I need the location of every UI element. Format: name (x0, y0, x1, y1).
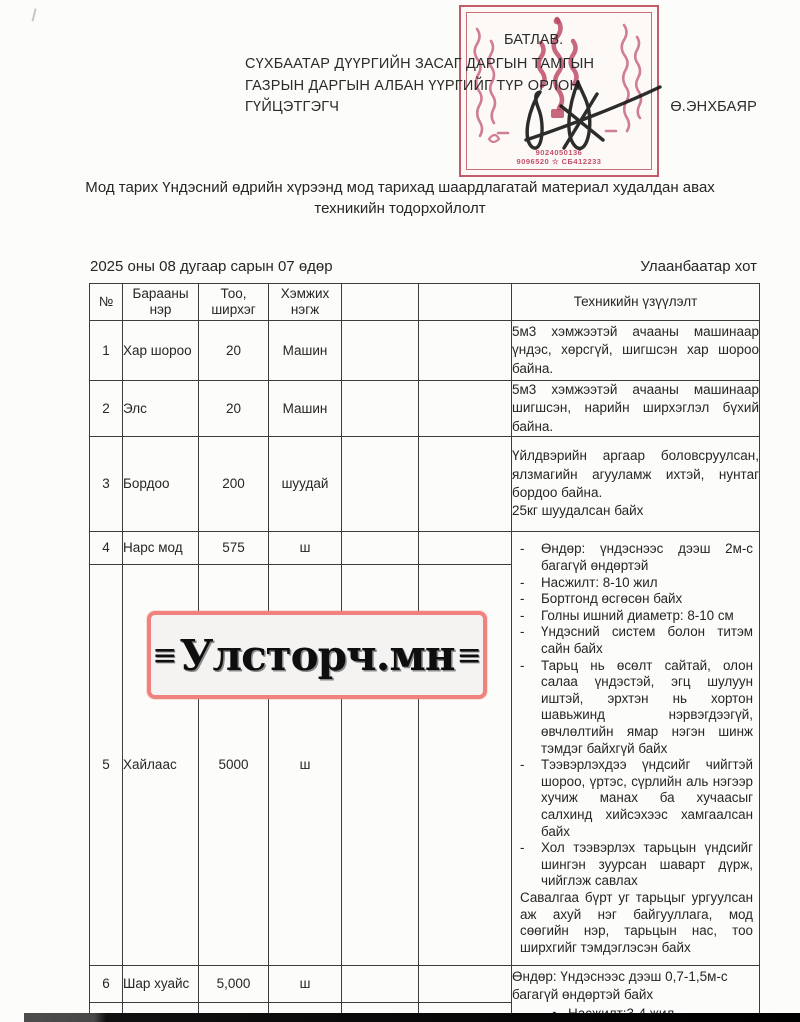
col-header-unit: Хэмжих нэгж (269, 284, 342, 321)
col-header-empty2 (419, 284, 512, 321)
watermark-wing-left-icon: ≡ (152, 637, 178, 673)
spec-bullet: - Насжилт: 8-10 жил (520, 574, 658, 590)
dash-bullet-icon: - (520, 657, 525, 673)
spec-bullet: - Үндэсний систем болон титэм сайн байх (520, 624, 753, 657)
date-row (90, 258, 757, 275)
col-header-name: Барааны нэр (123, 284, 199, 321)
dash-bullet-icon: - (520, 624, 525, 640)
row-name: Нарс мод (123, 531, 199, 564)
spec-paragraph: Үйлдвэрийн аргаар боловсруулсан, ялзмагийн агууламж ихтэй, нунтаг бордоо байна. (512, 448, 759, 500)
row-unit: шуудай (269, 436, 342, 531)
approval-line1: СҮХБААТАР ДҮҮРГИЙН ЗАСАГ ДАРГЫН ТАМГЫН (245, 56, 595, 72)
stamp-number-line1: 9024050136 (535, 148, 583, 157)
row-name: Хайлаас (123, 564, 199, 965)
row-num: 2 (90, 381, 123, 437)
row-empty-cell (419, 531, 512, 564)
row-spec (512, 436, 760, 531)
dash-bullet-icon: - (520, 607, 525, 623)
row-spec (512, 321, 760, 381)
row-empty-cell (342, 321, 419, 381)
row-empty-cell (342, 381, 419, 437)
row-qty: 5000 (199, 564, 269, 965)
row-qty: 20 (199, 321, 269, 381)
signer-name: Ө.ЭНХБАЯР (670, 99, 757, 115)
row-name: Хар шороо (123, 321, 199, 381)
col-header-spec: Техникийн үзүүлэлт (512, 284, 760, 321)
row-unit: ш (269, 564, 342, 965)
table-row (90, 965, 760, 1002)
table-row (90, 321, 760, 381)
spec-paragraph: Өндөр: Үндэснээс дээш 0,7-1,5м-с багагүй өндөртэй байх (512, 968, 728, 1003)
spec-bullet: - Бортгонд өсгөсөн байх (520, 591, 683, 607)
spec-bullet: - Голны ишний диаметр: 8-10 см (520, 607, 734, 623)
watermark-box (147, 611, 487, 699)
row-unit: Машин (269, 381, 342, 437)
table-row (90, 381, 760, 437)
row-name: Шар хуайс (123, 965, 199, 1002)
row-num: 6 (90, 965, 123, 1002)
row-spec-merged (512, 531, 760, 965)
document-date: 2025 оны 08 дугаар сарын 07 өдөр (90, 258, 333, 275)
spec-bullet: - Тарьц нь өсөлт сайтай, олон салаа үндэстэй, эгц шулуун иштэй, эрхтэн нь хортон шавьжинд нэрвэгдээгүй, өвчлөлтийн ямар нэгэн шинж тэмдэг байхгүй байх (520, 657, 753, 756)
row-empty-cell (342, 531, 419, 564)
spec-bullet: - Хол тээвэрлэх тарьцын үндсийг шингэн зуурсан шаварт дүрж, чийглэж савлах (520, 840, 753, 889)
watermark-wing-right-icon: ≡ (456, 637, 482, 673)
document-city: Улаанбаатар хот (640, 258, 757, 275)
row-num: 1 (90, 321, 123, 381)
document-title: Мод тарих Үндэсний өдрийн хүрээнд мод тарихад шаардлагатай материал худалдан авах техникийн тодорхойлолт (85, 179, 715, 217)
table-row (90, 531, 760, 564)
approval-line3: ГҮЙЦЭТГЭГЧ (245, 99, 340, 115)
row-qty: 575 (199, 531, 269, 564)
row-qty: 5,000 (199, 965, 269, 1002)
approval-line2: ГАЗРЫН ДАРГЫН АЛБАН ҮҮРГИЙГ ТҮР ОРЛОН (245, 77, 581, 94)
row-unit: ш (269, 965, 342, 1002)
signature (498, 76, 708, 168)
batlav-label: БАТЛАВ. (504, 32, 564, 48)
row-spec (512, 381, 760, 437)
row-num: 3 (90, 436, 123, 531)
row-num: 5 (90, 564, 123, 965)
col-header-qty: Тоо, ширхэг (199, 284, 269, 321)
row-qty: 200 (199, 436, 269, 531)
spec-bullet: - Өндөр: үндэснээс дээш 2м-с багагүй өндөртэй (520, 541, 753, 574)
table-row (90, 436, 760, 531)
spec-paragraph: 5м3 хэмжээтэй ачааны машинаар үндэс, хөрсгүй, шигшсэн хар шороо байна. (512, 324, 759, 376)
spec-paragraph: 5м3 хэмжээтэй ачааны машинаар шигшсэн, нарийн ширхэглэл бүхий байна. (512, 382, 759, 434)
dash-bullet-icon: - (520, 541, 525, 557)
row-num: 4 (90, 531, 123, 564)
spec-bullet: - Тээвэрлэхдээ үндсийг чийгтэй шороо, үртэс, сүрлийн аль нэгээр хучиж манах ба хучаасыг салхинд хийсэхээс хамгаалсан байх (520, 757, 753, 839)
table-header-row (90, 284, 760, 321)
scan-artifact (32, 8, 42, 22)
row-name: Бордоо (123, 436, 199, 531)
col-header-num: № (90, 284, 123, 321)
row-empty-cell (419, 436, 512, 531)
dash-bullet-icon: - (520, 591, 525, 607)
row-empty-cell (419, 381, 512, 437)
row-unit: ш (269, 531, 342, 564)
row-qty: 20 (199, 381, 269, 437)
row-empty-cell (342, 965, 419, 1002)
dash-bullet-icon: - (520, 757, 525, 773)
dash-bullet-icon: - (520, 840, 525, 856)
dash-bullet-icon: - (520, 574, 525, 590)
watermark-text: Улсторч.мн (179, 630, 455, 680)
row-empty-cell (419, 965, 512, 1002)
row-name: Элс (123, 381, 199, 437)
col-header-empty1 (342, 284, 419, 321)
row-unit: Машин (269, 321, 342, 381)
stamp-number-line2: 9096520 ☆ СБ412233 (516, 157, 602, 166)
row-empty-cell (419, 321, 512, 381)
spec-paragraph: 25кг шуудалсан байх (512, 503, 644, 519)
row-empty-cell (342, 436, 419, 531)
spec-footer: Савалгаа бүрт уг тарьцыг ургуулсан аж ахуй нэг байгууллага, мод сөөгийн нэр, тарьцын нас, тоо ширхгийг тэмдэглэсэн байх (520, 889, 753, 955)
scan-cut-bar (24, 1013, 800, 1022)
